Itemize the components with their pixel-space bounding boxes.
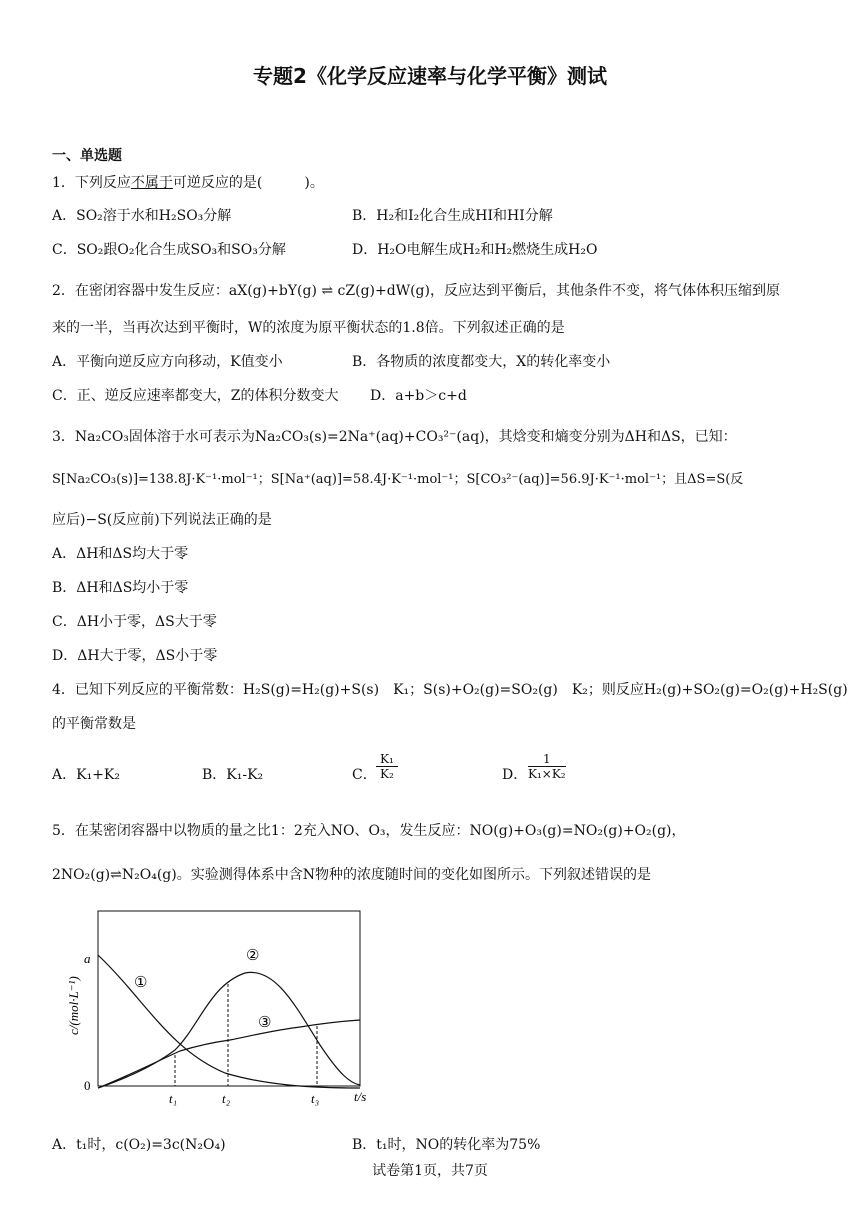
t2-label: t₂ [222, 1091, 231, 1106]
concentration-time-figure [50, 905, 380, 1115]
q1-stem-a: 1．下列反应 [52, 175, 131, 191]
q1-stem-underlined: 不属于 [130, 175, 173, 191]
section-heading: 一、单选题 [52, 148, 122, 164]
q2-option-c: C．正、逆反应速率都变大，Z的体积分数变大 [52, 388, 339, 404]
q2-stem-line1: 2．在密闭容器中发生反应：aX(g)+bY(g) ⇌ cZ(g)+dW(g)，反应达到平衡后，其他条件不变，将气体体积压缩到原 [52, 283, 780, 299]
q1-stem-b: 可逆反应的是( )。 [172, 175, 324, 191]
q4-option-a: A．K₁+K₂ [52, 767, 120, 783]
t3-label: t₃ [311, 1091, 320, 1106]
q4-option-b: B．K₁-K₂ [202, 767, 264, 783]
q1-stem [52, 174, 324, 192]
q4-option-c-numerator: K₁ [376, 752, 398, 767]
page-footer: 试卷第1页，共7页 [372, 1163, 488, 1179]
q1-option-d: D．H₂O电解生成H₂和H₂燃烧生成H₂O [352, 242, 598, 258]
q3-stem-line2: S[Na₂CO₃(s)]=138.8J·K⁻¹·mol⁻¹；S[Na⁺(aq)]=58.4J·K⁻¹·mol⁻¹；S[CO₃²⁻(aq)]=56.9J·K⁻¹·mol⁻¹；且ΔS=S(反 [52, 472, 744, 487]
q2-option-d: D．a+b＞c+d [370, 388, 467, 404]
origin-label: 0 [84, 1078, 91, 1093]
q4-stem-line1: 4．已知下列反应的平衡常数：H₂S(g)=H₂(g)+S(s) K₁；S(s)+O₂(g)=SO₂(g) K₂；则反应H₂(g)+SO₂(g)=O₂(g)+H₂S(g) [52, 682, 848, 698]
q1-option-c: C．SO₂跟O₂化合生成SO₃和SO₃分解 [52, 242, 286, 258]
q2-option-b: B．各物质的浓度都变大，X的转化率变小 [352, 354, 611, 370]
t1-label: t₁ [169, 1091, 178, 1106]
q5-option-a: A．t₁时，c(O₂)=3c(N₂O₄) [52, 1137, 226, 1153]
q2-stem-line2: 来的一半，当再次达到平衡时，W的浓度为原平衡状态的1.8倍。下列叙述正确的是 [52, 320, 565, 336]
curve-1-label: ① [134, 975, 148, 991]
q1-option-a: A．SO₂溶于水和H₂SO₃分解 [52, 208, 232, 224]
y-axis-a-label: a [84, 951, 91, 966]
q2-option-a: A．平衡向逆反应方向移动，K值变小 [52, 354, 283, 370]
curve-3-label: ③ [258, 1015, 272, 1031]
q4-option-c-label: C． [352, 767, 377, 783]
q3-option-c: C．ΔH小于零，ΔS大于零 [52, 614, 217, 630]
y-axis-label: c/(mol·L⁻¹) [66, 976, 81, 1035]
curve-2-label: ② [246, 948, 260, 964]
x-axis-label: t/s [354, 1089, 367, 1104]
q5-stem-line2: 2NO₂(g)⇌N₂O₄(g)。实验测得体系中含N物种的浓度随时间的变化如图所示。下列叙述错误的是 [52, 867, 651, 883]
q4-option-d-label: D． [502, 767, 528, 783]
q4-stem-line2: 的平衡常数是 [52, 716, 136, 732]
q1-option-b: B．H₂和I₂化合生成HI和HI分解 [352, 208, 553, 224]
q3-option-b: B．ΔH和ΔS均小于零 [52, 580, 189, 596]
q3-option-a: A．ΔH和ΔS均大于零 [52, 546, 189, 562]
q4-option-d-denominator: K₁×K₂ [528, 767, 566, 781]
q4-option-c-fraction [376, 752, 398, 781]
q3-stem-line3: 应后)−S(反应前)下列说法正确的是 [52, 512, 272, 528]
q3-stem-line1: 3．Na₂CO₃固体溶于水可表示为Na₂CO₃(s)=2Na⁺(aq)+CO₃²⁻(aq)，其焓变和熵变分别为ΔH和ΔS，已知： [52, 429, 737, 445]
q4-option-d-fraction [528, 752, 566, 781]
q4-option-c-denominator: K₂ [380, 767, 394, 781]
q5-stem-line1: 5．在某密闭容器中以物质的量之比1：2充入NO、O₃，发生反应：NO(g)+O₃(g)=NO₂(g)+O₂(g)， [52, 823, 686, 839]
curve-3 [98, 1020, 360, 1088]
q4-option-d-numerator: 1 [528, 752, 566, 767]
q3-option-d: D．ΔH大于零，ΔS小于零 [52, 648, 218, 664]
page-title: 专题2《化学反应速率与化学平衡》测试 [253, 64, 607, 88]
q5-option-b: B．t₁时，NO的转化率为75% [352, 1137, 541, 1153]
